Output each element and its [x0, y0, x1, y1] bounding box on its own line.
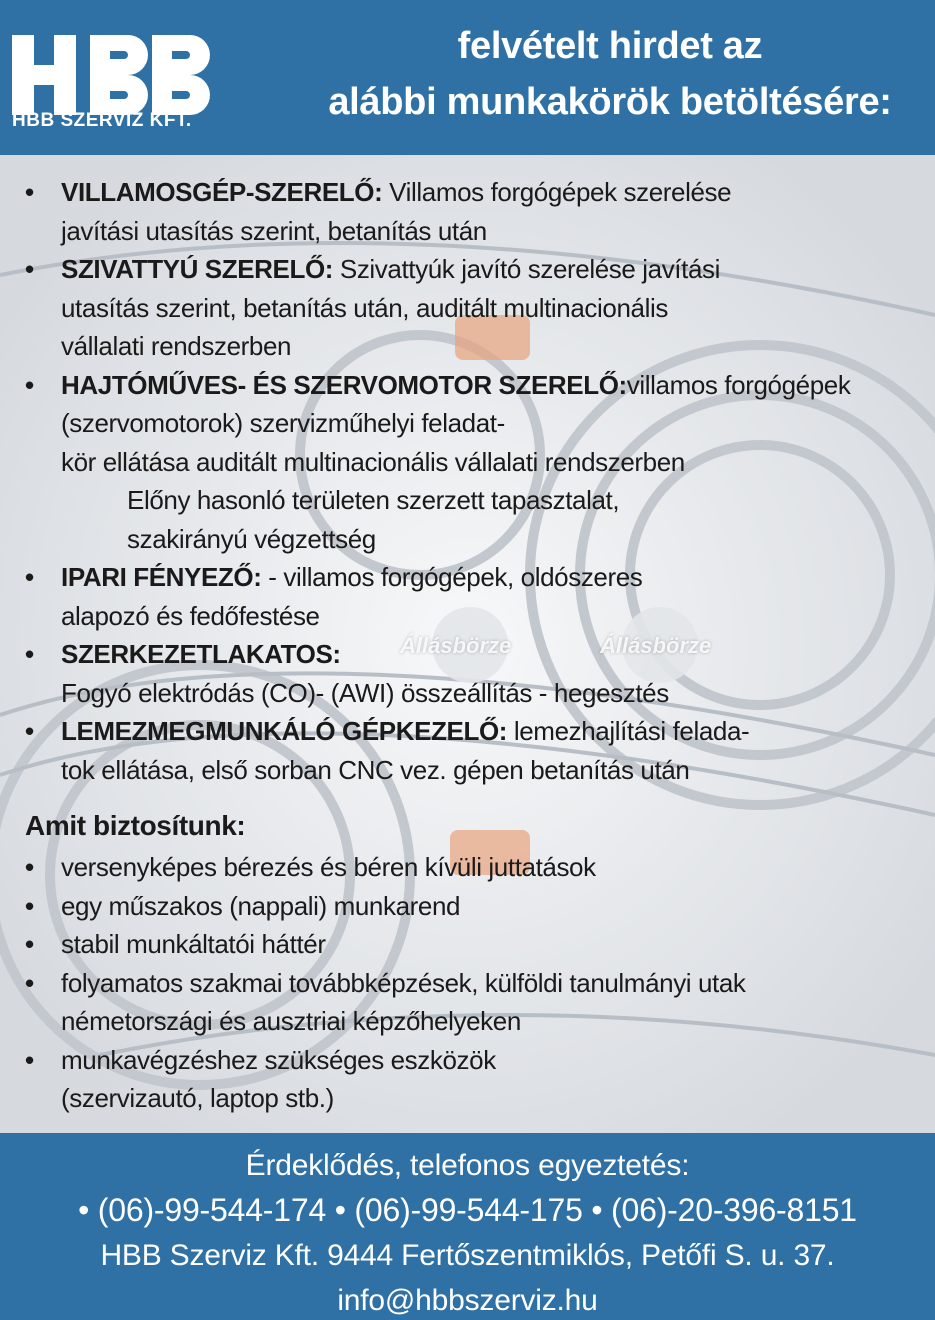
bullet: • [25, 562, 34, 592]
benefit-item [25, 848, 925, 887]
watermark-1: Állásbörze [400, 633, 512, 658]
job-description: - villamos forgógépek, oldószeres [261, 562, 643, 592]
email-address[interactable]: info@hbbszerviz.hu [337, 1284, 598, 1317]
bullet: • [25, 177, 34, 207]
bullet: • [25, 890, 34, 921]
job-description-line: javítási utasítás szerint, betanítás után [61, 215, 487, 246]
benefit-item [25, 964, 925, 1041]
job-item [25, 558, 920, 635]
job-item [25, 366, 920, 559]
job-item [25, 712, 920, 789]
benefits-list [25, 848, 925, 1118]
benefit-text: versenyképes bérezés és béren kívüli juttatások [61, 852, 596, 882]
job-first-line [61, 558, 920, 597]
job-description-line: kör ellátása auditált multinacionális vállalati rendszerben [61, 446, 685, 477]
bullet: • [25, 967, 34, 998]
footer-contact [0, 1133, 935, 1320]
job-description-line: tok ellátása, első sorban CNC vez. gépen betanítás után [61, 754, 690, 785]
bullet: • [25, 852, 34, 882]
job-first-line [61, 173, 920, 212]
job-description-line: Fogyó elektródás (CO)- (AWI) összeállítás - hegesztés [61, 677, 669, 708]
benefit-text: (szervizautó, laptop stb.) [61, 1083, 334, 1113]
phone-numbers: • (06)-99-544-174 • (06)-99-544-175 • (06)-20-396-8151 [78, 1192, 857, 1228]
job-title: SZERKEZETLAKATOS: [61, 639, 341, 669]
benefit-text: egy műszakos (nappali) munkarend [61, 890, 461, 921]
job-item [25, 250, 920, 366]
job-title: SZIVATTYÚ SZERELŐ: [61, 254, 334, 284]
headline-line-1: felvételt hirdet az [457, 25, 763, 67]
job-advantage-line: szakirányú végzettség [127, 523, 376, 554]
logo-company-name: HBB SZERVIZ KFT. [12, 110, 192, 131]
job-title: VILLAMOSGÉP-SZERELŐ: [61, 177, 383, 207]
content-area [0, 155, 935, 1133]
bullet: • [25, 1044, 34, 1075]
job-description: villamos forgógépek (szervomotorok) szervizműhelyi feladat- [61, 369, 851, 438]
benefit-item [25, 925, 925, 964]
header-banner [0, 0, 935, 155]
benefit-item [25, 1041, 925, 1118]
job-title: HAJTÓMŰVES- ÉS SZERVOMOTOR SZERELŐ: [61, 369, 627, 400]
benefit-text: folyamatos szakmai továbbképzések, külföldi tanulmányi utak [61, 967, 746, 998]
benefit-text: munkavégzéshez szükséges eszközök [61, 1044, 496, 1075]
benefit-item [25, 887, 925, 926]
headline-line-2: alábbi munkakörök betöltésére: [328, 81, 892, 123]
job-title: LEMEZMEGMUNKÁLÓ GÉPKEZELŐ: [61, 716, 508, 746]
job-description-line: vállalati rendszerben [61, 331, 292, 361]
bullet: • [25, 639, 34, 669]
benefit-text: stabil munkáltatói háttér [61, 929, 326, 959]
job-first-line [61, 250, 920, 289]
company-address: HBB Szerviz Kft. 9444 Fertőszentmiklós, Petőfi S. u. 37. [100, 1239, 835, 1272]
job-first-line [61, 366, 920, 443]
bullet: • [25, 369, 34, 400]
headline [290, 18, 930, 130]
job-list [25, 173, 920, 789]
job-advantage-line: Előny hasonló területen szerzett tapasztalat, [127, 485, 620, 515]
benefit-text: németországi és ausztriai képzőhelyeken [61, 1006, 521, 1036]
watermark-2: Állásbörze [600, 633, 712, 658]
job-description: Szivattyúk javító szerelése javítási [333, 254, 720, 284]
job-description-line: alapozó és fedőfestése [61, 600, 320, 631]
benefits-title: Amit biztosítunk: [25, 810, 246, 841]
bullet: • [25, 929, 34, 959]
bullet: • [25, 716, 34, 746]
job-description: Villamos forgógépek szerelése [382, 177, 732, 207]
job-description: lemezhajlítási felada- [507, 716, 750, 746]
job-first-line [61, 712, 920, 751]
job-title: IPARI FÉNYEZŐ: [61, 562, 262, 592]
job-description-line: utasítás szerint, betanítás után, auditált multinacionális [61, 292, 668, 323]
bullet: • [25, 254, 34, 284]
contact-heading: Érdeklődés, telefonos egyeztetés: [245, 1149, 690, 1182]
job-item [25, 173, 920, 250]
